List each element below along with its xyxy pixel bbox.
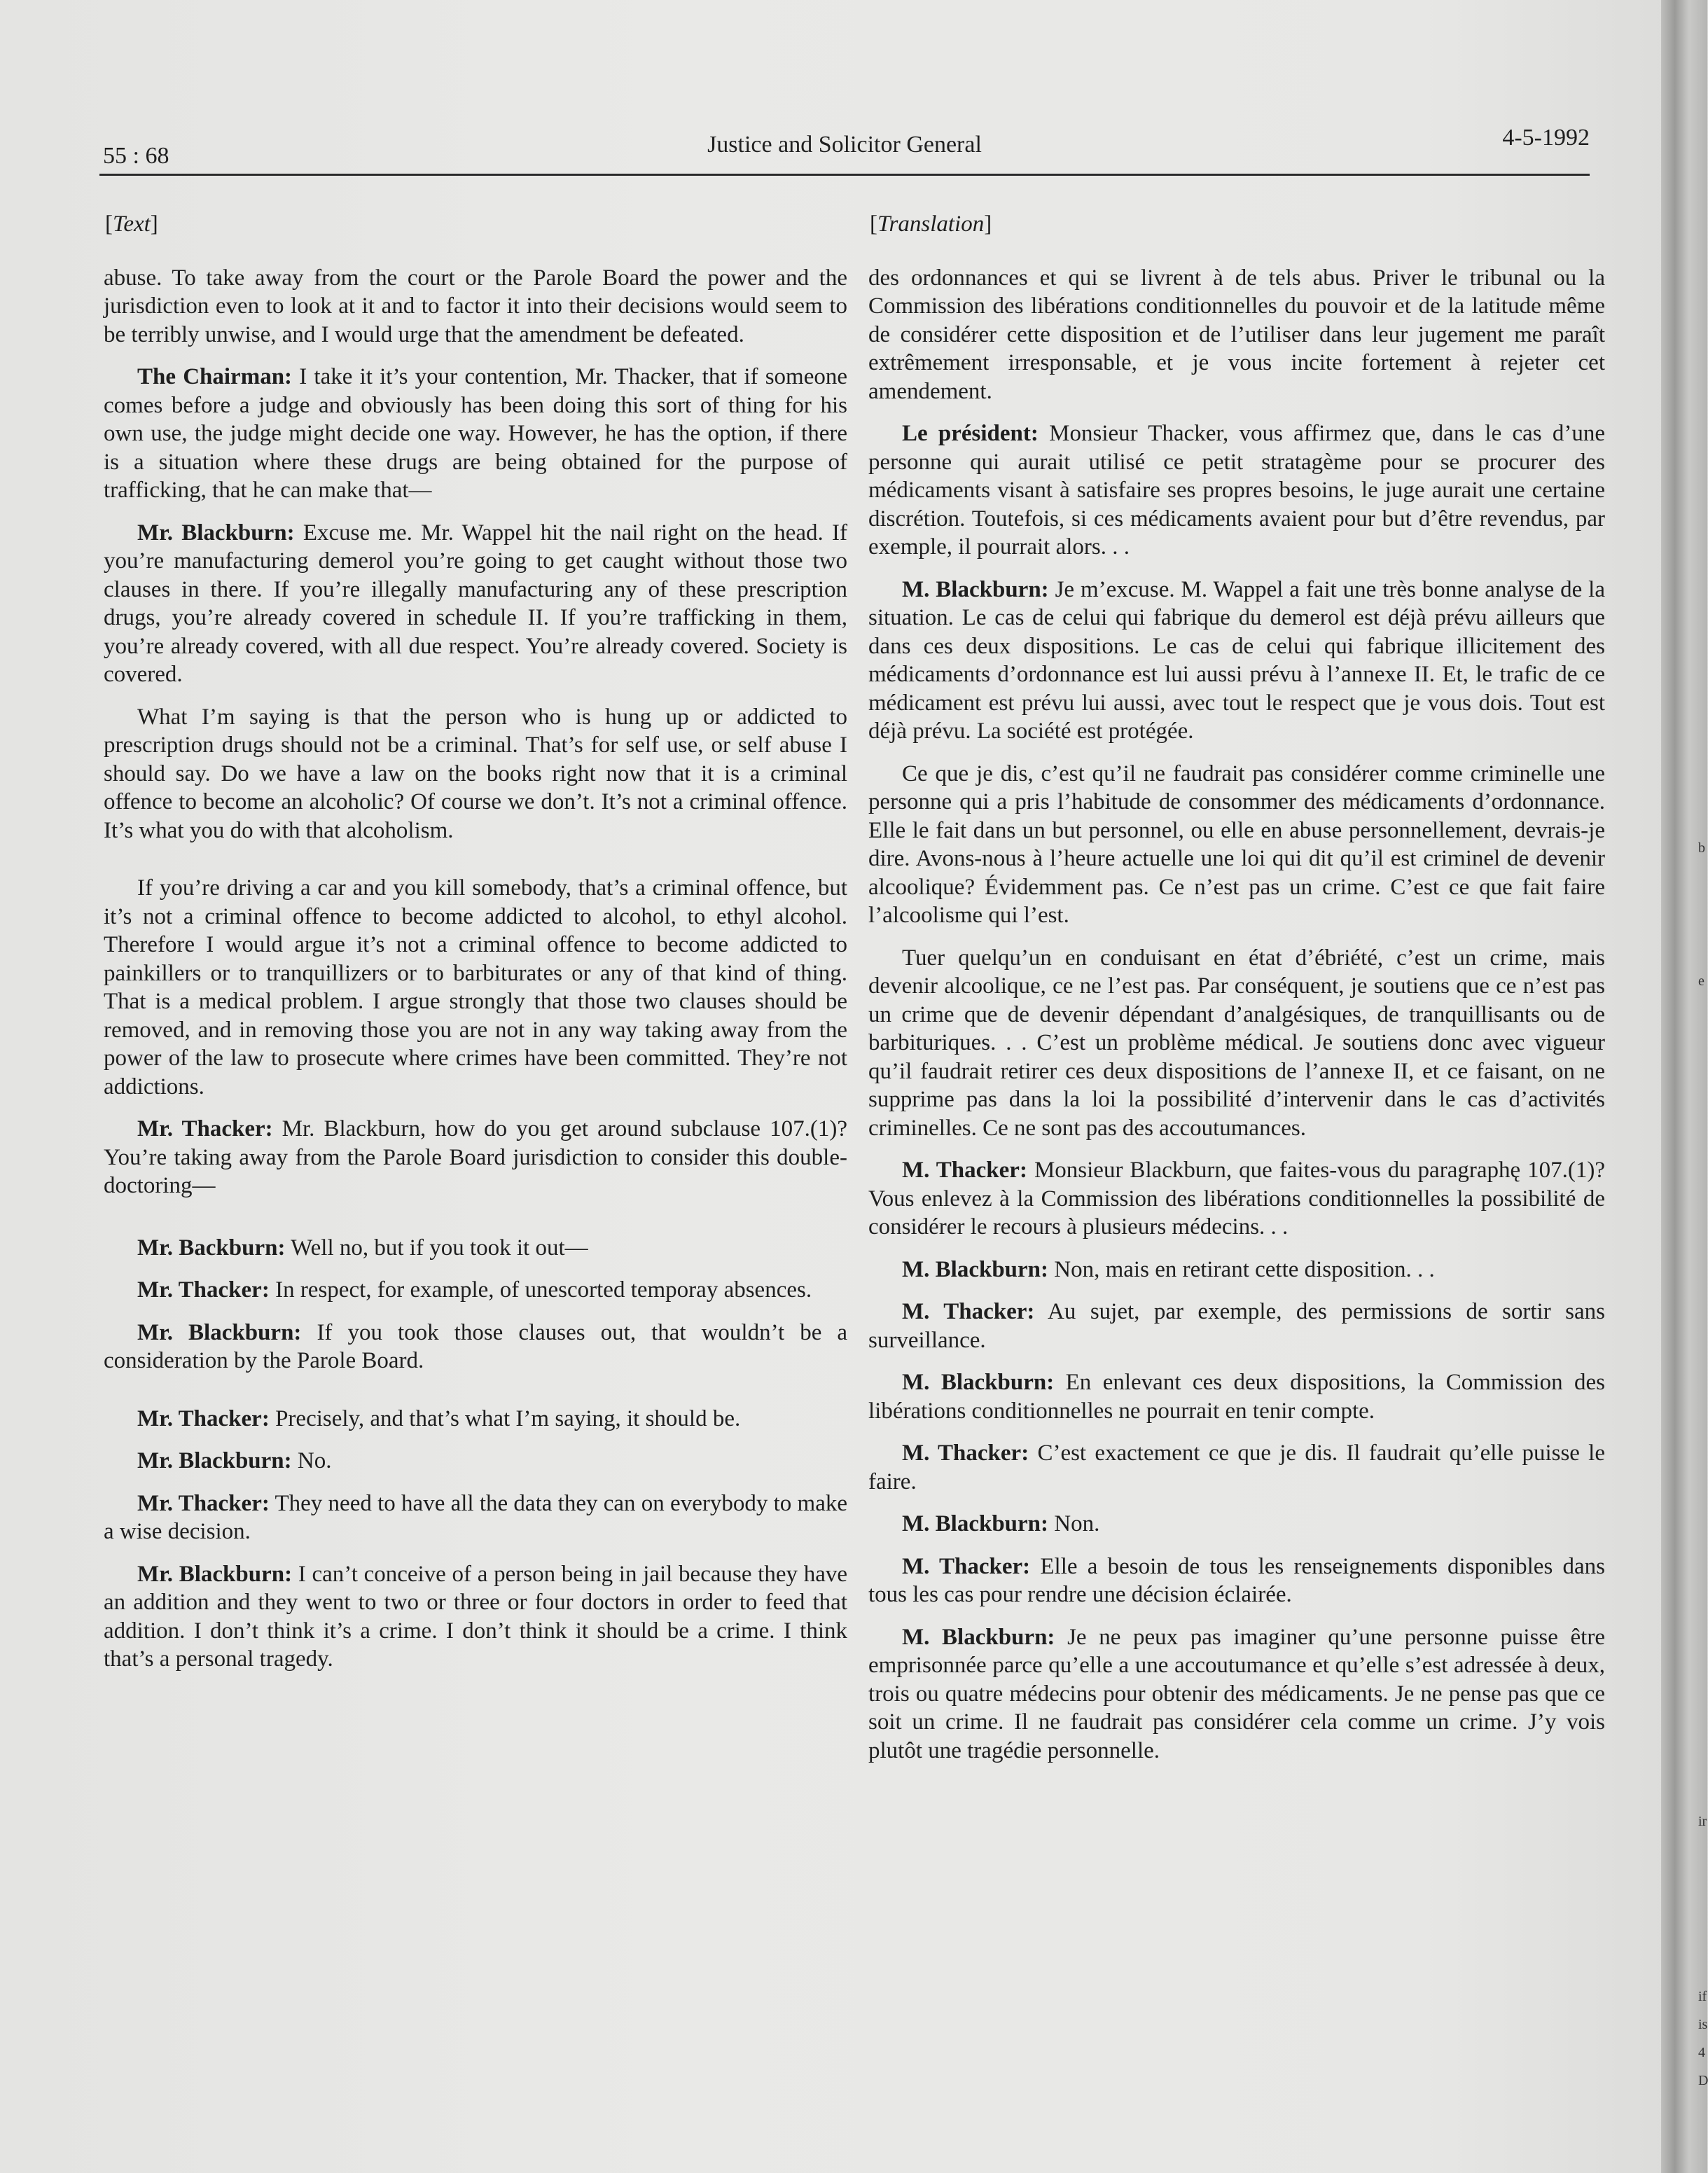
fragment: 4 — [1698, 2045, 1705, 2060]
speech-text: If you took those clauses out, that wouldn’t be a consideration by the Parole Board. — [104, 1319, 848, 1373]
fragment: if — [1698, 1989, 1707, 2004]
speech-text: Je ne peux pas imaginer qu’une personne puisse être emprisonnée parce qu’elle a une accoutumance et qu’elle s’est adressée à deux, trois ou quatre médecins pour obtenir des médicaments. Je ne pense pas que ce soit un crime. Il ne faudrait pas considérer cela comme un crime. J’y vois plutôt une tragédie personnelle. — [868, 1624, 1605, 1763]
speaker-paragraph — [104, 1490, 847, 1546]
speaker-name: Le président: — [902, 421, 1039, 446]
header-date: 4-5-1992 — [1502, 125, 1590, 151]
speech-text: No. — [291, 1448, 332, 1473]
fragment: ir — [1698, 1814, 1707, 1829]
speaker-name: Mr. Blackburn: — [137, 520, 295, 546]
speaker-paragraph — [104, 1234, 847, 1263]
french-transcript — [868, 264, 1605, 1765]
speaker-name: Mr. Blackburn: — [137, 1319, 302, 1345]
column-label: [Text] — [105, 211, 158, 237]
speaker-name: M. Blackburn: — [902, 1370, 1055, 1395]
speech-text: What I’m saying is that the person who is hung up or addicted to prescription drugs should not be a criminal. That’s for self use, or self abuse I should say. Do we have a law on the books right now that it is a criminal offence to become an alcoholic? Of course we don’t. It’s not a criminal offence. It’s what you do with that alcoholism. — [104, 704, 847, 843]
speech-text: They need to have all the data they can on everybody to make a wise decision. — [104, 1490, 847, 1544]
english-transcript — [104, 264, 847, 1674]
transcript-paragraph — [868, 944, 1605, 1143]
speaker-name: Mr. Backburn: — [137, 1235, 286, 1261]
speaker-paragraph — [868, 1439, 1605, 1496]
transcript-paragraph — [868, 760, 1605, 930]
fragment: e — [1698, 973, 1704, 989]
speaker-paragraph — [868, 1510, 1605, 1539]
speech-text: I can’t conceive of a person being in jail because they have an addition and they went to two or three or four doctors in order to feed that addition. I don’t think it’s a crime. I don’t think it should be a crime. I think that’s a personal tragedy. — [104, 1561, 847, 1672]
speech-text: des ordonnances et qui se livrent à de tels abus. Priver le tribunal ou la Commission des libérations conditionnelles du pouvoir et de la latitude même de considérer cette disposition et de l’utiliser dans leur jugement me paraît extrêmement irresponsable, et je vous incite fortement à rejeter cet amendement. — [868, 265, 1605, 404]
running-header — [99, 125, 1590, 176]
speaker-name: Mr. Blackburn: — [137, 1561, 293, 1587]
speaker-name: M. Thacker: — [902, 1553, 1031, 1579]
speech-text: Au sujet, par exemple, des permissions de sortir sans surveillance. — [868, 1299, 1606, 1353]
transcript-paragraph — [104, 874, 847, 1101]
transcript-paragraph — [104, 703, 847, 845]
publication-title: Justice and Solicitor General — [707, 132, 982, 158]
speech-text: Non, mais en retirant cette disposition. . . — [1048, 1256, 1435, 1282]
column-label: [Translation] — [870, 211, 992, 237]
speaker-name: M. Blackburn: — [902, 1624, 1055, 1650]
french-column — [868, 210, 1605, 1779]
speech-text: Mr. Blackburn, how do you get around subclause 107.(1)? You’re taking away from the Parole Board jurisdiction to consider this double-doctoring— — [104, 1116, 847, 1198]
english-column — [104, 210, 847, 1688]
speech-text: Precisely, and that’s what I’m saying, it should be. — [269, 1405, 741, 1431]
speech-text: Je m’excuse. M. Wappel a fait une très bonne analyse de la situation. Le cas de celui qui fabrique du demerol est déjà prévu ailleurs que dans ces deux dispositions. Le cas de celui qui fabrique illicitement des médicaments d’ordonnance est lui aussi prévu à l’annexe II. Et, le trafic de ce médicament est prévu lui aussi, avec tout le respect que je vous dois. Tout est déjà prévu. La société est protégée. — [868, 576, 1605, 744]
speaker-paragraph — [104, 1319, 847, 1375]
speaker-paragraph — [868, 1298, 1605, 1354]
speaker-name: M. Thacker: — [902, 1299, 1035, 1324]
transcript-paragraph — [868, 264, 1605, 406]
speech-text: If you’re driving a car and you kill somebody, that’s a criminal offence, but it’s not a criminal offence to become addicted to alcohol, to ethyl alcohol. Therefore I would argue it’s not a criminal offence to become addicted to painkillers or to tranquillizers or to barbiturates or any of that kind of thing. That is a medical problem. I argue strongly that those two clauses should be removed, and in removing those you are not in any way taking away from the power of the law to prosecute where crimes have been committed. They’re not addictions. — [104, 875, 847, 1099]
speaker-paragraph — [104, 363, 847, 505]
speech-text: Monsieur Blackburn, que faites-vous du paragraphę 107.(1)? Vous enlevez à la Commission des libérations conditionnelles la possibilité de considérer le recours à plusieurs médecins. . . — [868, 1158, 1605, 1240]
speech-text: Excuse me. Mr. Wappel hit the nail right on the head. If you’re manufacturing demerol you’re going to get caught without those two clauses in there. If you’re illegally manufacturing any of these prescription drugs, you’re already covered in schedule II. If you’re trafficking in them, you’re already covered, with all due respect. You’re already covered. Society is covered. — [104, 520, 847, 687]
speaker-paragraph — [868, 1368, 1605, 1425]
speaker-paragraph — [104, 1560, 847, 1674]
speaker-name: M. Thacker: — [902, 1158, 1027, 1183]
speaker-paragraph — [104, 1276, 847, 1305]
speaker-name: M. Blackburn: — [902, 576, 1049, 602]
fragment: b — [1698, 840, 1705, 856]
speech-text: Ce que je dis, c’est qu’il ne faudrait pas considérer comme criminelle une personne qui a pris l’habitude de consommer des médicaments d’ordonnance. Elle le fait dans un but personnel, ou elle en abuse personnellement, devrais-je dire. Avons-nous à l’heure actuelle une loi qui dit qu’il est criminel de devenir alcoolique? Évidemment pas. Ce n’est pas un crime. C’est ce que fait faire l’alcoolisme qui l’est. — [868, 761, 1605, 928]
fragment: D — [1698, 2073, 1708, 2088]
speech-text: Elle a besoin de tous les renseignements disponibles dans tous les cas pour rendre une décision éclairée. — [868, 1553, 1605, 1607]
speaker-name: M. Blackburn: — [902, 1511, 1049, 1536]
speech-text: Monsieur Thacker, vous affirmez que, dans le cas d’une personne qui aurait utilisé ce petit stratagème pour se procurer des médicaments visant à satisfaire ses propres besoins, le juge aurait une certaine discrétion. Toutefois, si ces médicaments avaient pour but d’être revendus, par exemple, il pourrait alors. . . — [868, 421, 1605, 560]
speech-text: Non. — [1048, 1511, 1100, 1536]
transcript-paragraph — [104, 264, 847, 349]
speaker-paragraph — [868, 1553, 1605, 1609]
speaker-name: Mr. Thacker: — [137, 1116, 273, 1141]
speech-text: Well no, but if you took it out— — [285, 1235, 588, 1261]
speech-text: C’est exactement ce que je dis. Il faudrait qu’elle puisse le faire. — [868, 1440, 1605, 1494]
fragment: is — [1698, 2017, 1708, 2032]
speaker-name: Mr. Thacker: — [137, 1490, 270, 1516]
facing-page-fragments — [1698, 0, 1707, 2173]
speaker-paragraph — [104, 1447, 847, 1476]
speaker-paragraph — [868, 576, 1605, 746]
speaker-paragraph — [104, 1405, 847, 1433]
speaker-name: M. Blackburn: — [902, 1256, 1049, 1282]
speech-text: En enlevant ces deux dispositions, la Commission des libérations conditionnelles ne pourrait en tenir compte. — [868, 1370, 1605, 1424]
speaker-name: Mr. Blackburn: — [137, 1448, 292, 1473]
speaker-paragraph — [868, 1256, 1605, 1284]
speaker-name: Mr. Thacker: — [137, 1405, 270, 1431]
speaker-paragraph — [868, 1623, 1605, 1765]
speaker-paragraph — [104, 519, 847, 689]
speaker-name: Mr. Thacker: — [137, 1277, 270, 1303]
speaker-paragraph — [868, 419, 1605, 562]
speaker-paragraph — [104, 1115, 847, 1200]
speaker-paragraph — [868, 1156, 1605, 1242]
speaker-name: M. Thacker: — [902, 1440, 1029, 1466]
page-folio: 55 : 68 — [103, 143, 169, 169]
speaker-name: The Chairman: — [137, 364, 293, 389]
speech-text: Tuer quelqu’un en conduisant en état d’ébriété, c’est un crime, mais devenir alcoolique, ce ne l’est pas. Par conséquent, je soutiens que ce n’est pas un crime que de devenir dépendant d’analgésiques, de tranquillisants ou de barbituriques. . . C’est un problème médical. Je soutiens donc avec vigueur qu’il faudrait retirer ces deux dispositions de l’annexe II, et ce faisant, on ne supprime pas dans la loi la possibilité d’intervenir dans le cas d’activités criminelles. Ce ne sont pas des accoutumances. — [868, 945, 1605, 1141]
speech-text: abuse. To take away from the court or the Parole Board the power and the jurisdiction even to look at it and to factor it into their decisions would seem to be terribly unwise, and I would urge that the amendment be defeated. — [104, 265, 847, 347]
speech-text: In respect, for example, of unescorted temporay absences. — [269, 1277, 812, 1303]
speech-text: I take it it’s your contention, Mr. Thacker, that if someone comes before a judge and obviously has been doing this sort of thing for his own use, the judge might decide one way. However, he has the option, if there is a situation where these drugs are being obtained for the purpose of trafficking, that he can make that— — [104, 364, 847, 503]
